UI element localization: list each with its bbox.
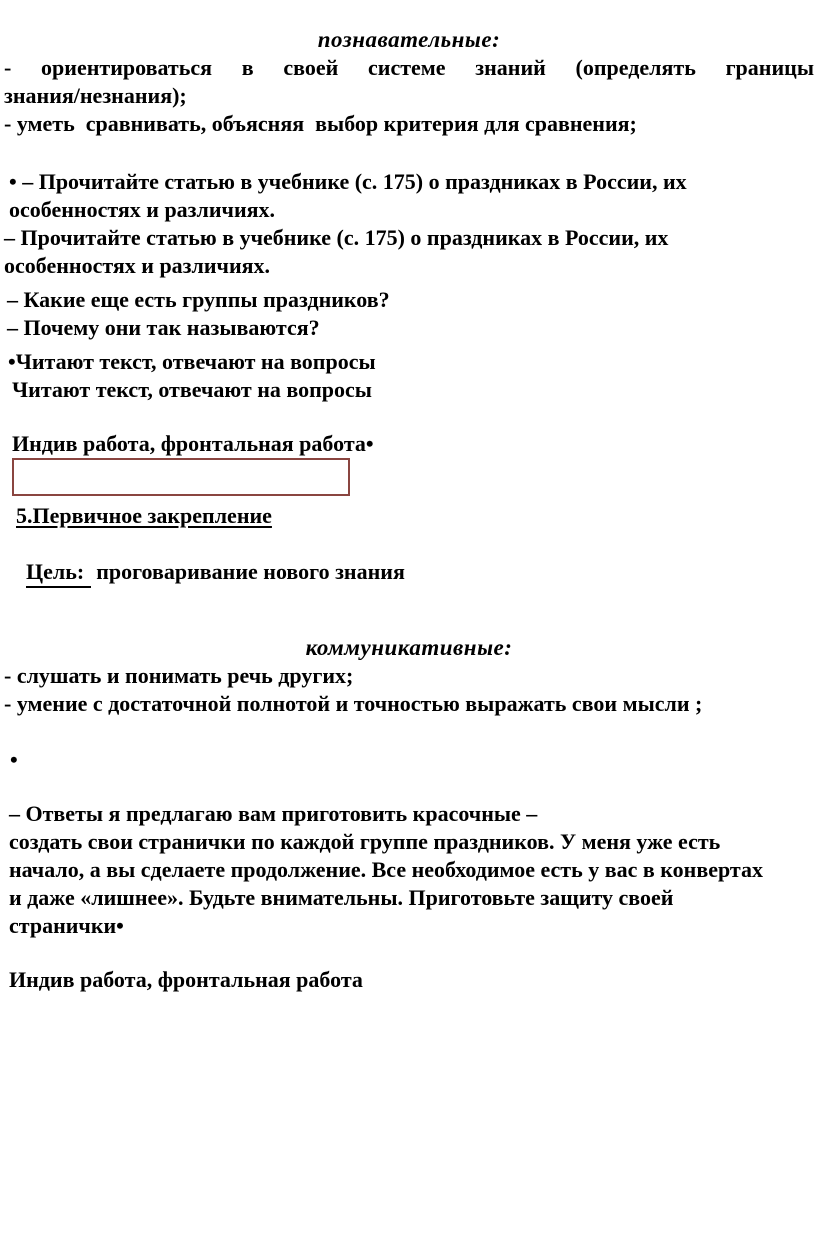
teacher-instruction-bulleted-line-1: • – Прочитайте статью в учебнике (с. 175) о праздниках в России, их	[9, 169, 687, 194]
teacher-task-line-3: начало, а вы сделаете продолжение. Все необходимое есть у вас в конвертах	[9, 857, 763, 882]
teacher-instruction-repeat-line-1: – Прочитайте статью в учебнике (с. 175) о праздниках в России, их	[4, 225, 669, 250]
pupils-action-bulleted: •Читают текст, отвечают на вопросы	[8, 349, 376, 374]
teacher-question-2: – Почему они так называются?	[7, 315, 320, 340]
teacher-instruction-bulleted-line-2: особенностях и различиях.	[9, 197, 276, 222]
stage-5-heading: 5.Первичное закрепление	[16, 503, 272, 528]
teacher-task-paragraph	[4, 800, 814, 940]
teacher-question-1: – Какие еще есть группы праздников?	[7, 287, 390, 312]
cognitive-item-2: - уметь сравнивать, объясняя выбор критерия для сравнения;	[4, 111, 637, 136]
work-form-note-2: Индив работа, фронтальная работа	[9, 967, 363, 992]
cognitive-item-1-line-1: - ориентироваться в своей системе знаний (определять границы	[4, 55, 814, 80]
goal-label: Цель:	[26, 558, 91, 588]
teacher-task-line-1: – Ответы я предлагаю вам приготовить красочные –	[9, 801, 538, 826]
teacher-instruction-bulleted	[4, 168, 814, 224]
standalone-bullet-marker: •	[10, 747, 18, 772]
communicative-uud-heading: коммуникативные:	[305, 635, 513, 660]
teacher-task-line-5: странички•	[9, 913, 124, 938]
cognitive-uud-heading: познавательные:	[317, 27, 501, 52]
cognitive-item-1-line-2: знания/незнания);	[4, 83, 187, 108]
teacher-task-line-2: создать свои странички по каждой группе праздников. У меня уже есть	[9, 829, 721, 854]
stage-5-goal	[4, 530, 814, 616]
empty-text-box-shape[interactable]	[12, 458, 350, 496]
teacher-task-line-4: и даже «лишнее». Будьте внимательны. Приготовьте защиту своей	[9, 885, 674, 910]
goal-text: проговаривание нового знания	[96, 559, 405, 584]
teacher-instruction-repeat-line-2: особенностях и различиях.	[4, 253, 271, 278]
pupils-action-repeat: Читают текст, отвечают на вопросы	[12, 377, 372, 402]
work-form-note-1: Индив работа, фронтальная работа•	[12, 431, 374, 456]
communicative-item-1: - слушать и понимать речь других;	[4, 663, 354, 688]
cognitive-item-1	[4, 54, 814, 110]
communicative-item-2: - умение с достаточной полнотой и точностью выражать свои мысли ;	[4, 691, 703, 716]
teacher-instruction-repeat	[4, 224, 814, 280]
